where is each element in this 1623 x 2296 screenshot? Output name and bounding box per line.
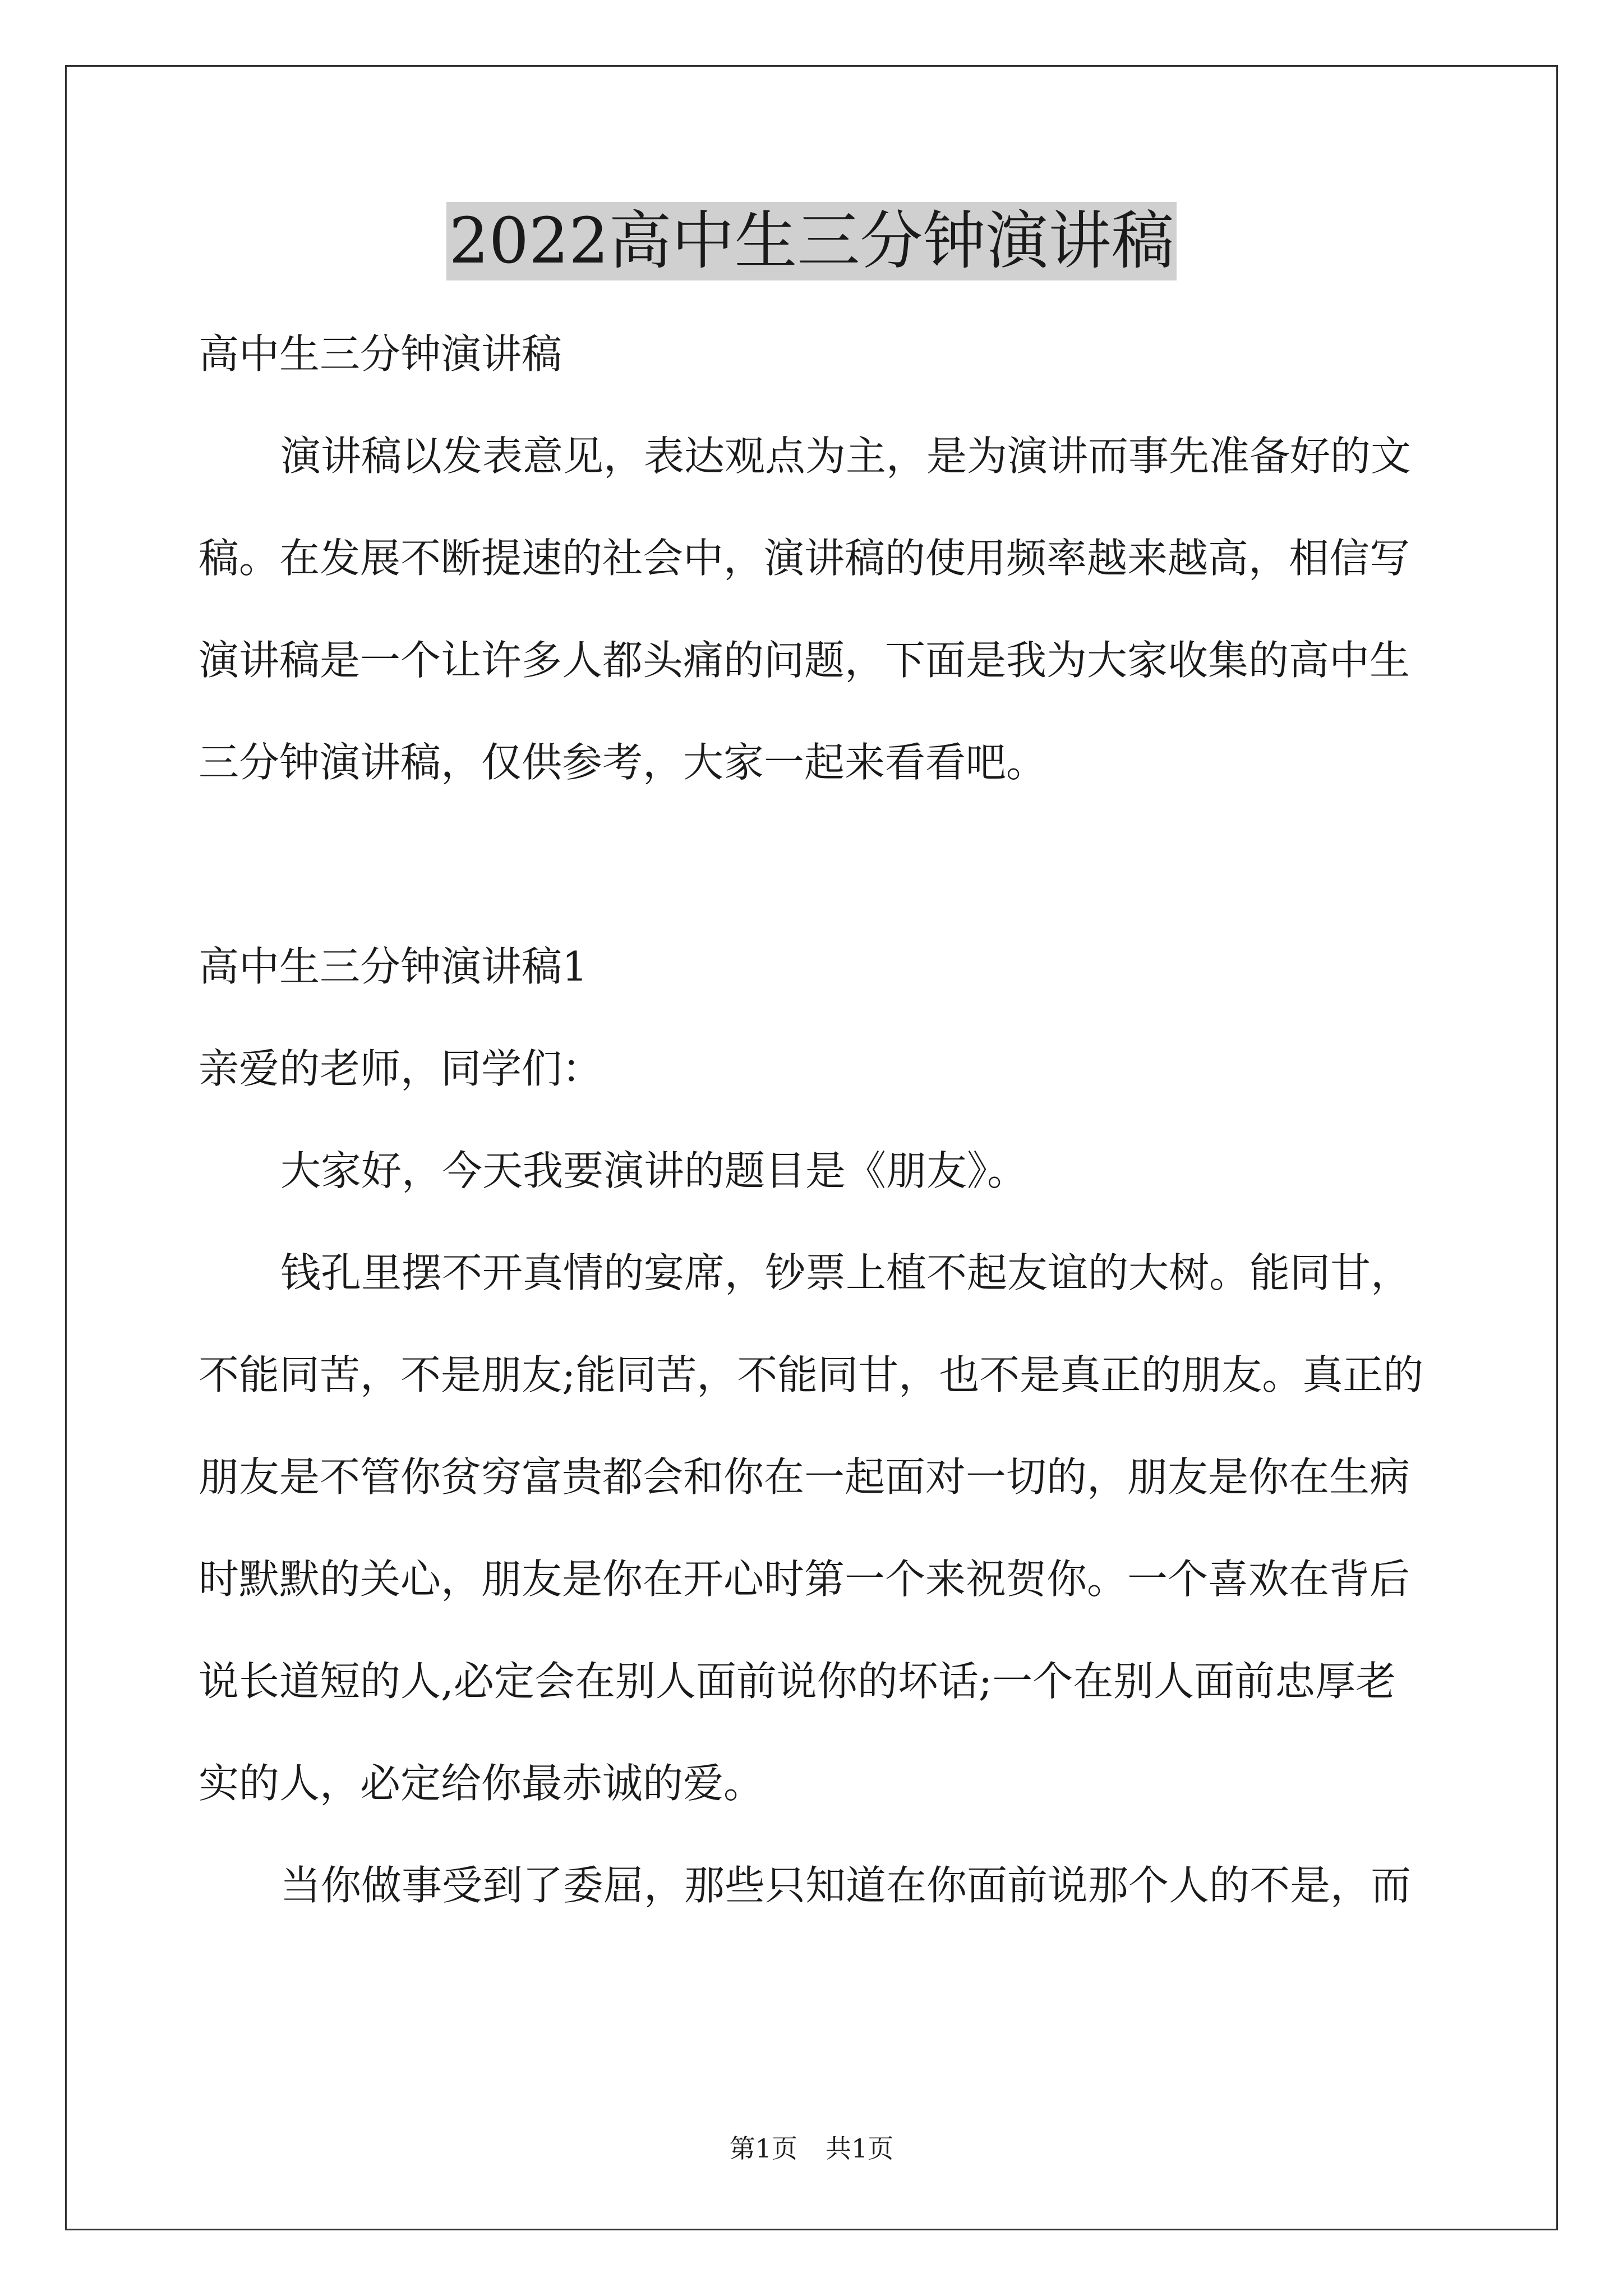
paragraph-line: 实的人，必定给你最赤诚的爱。 [199,1760,764,1807]
paragraph-line: 朋友是不管你贫穷富贵都会和你在一起面对一切的，朋友是你在生病 [199,1453,1410,1501]
page-number-current: 第1页 [729,2133,797,2164]
paragraph-line: 说长道短的人,必定会在别人面前说你的坏话;一个在别人面前忠厚老 [199,1658,1396,1705]
paragraph-line: 钱孔里摆不开真情的宴席，钞票上植不起友谊的大树。能同甘， [280,1249,1412,1296]
salutation: 亲爱的老师，同学们： [199,1045,603,1092]
title-container [0,202,1623,280]
paragraph-line: 大家好，今天我要演讲的题目是《朋友》。 [280,1147,1028,1194]
paragraph-line: 当你做事受到了委屈，那些只知道在你面前说那个人的不是，而 [280,1862,1412,1909]
paragraph-line: 演讲稿以发表意见，表达观点为主，是为演讲而事先准备好的文 [280,432,1412,480]
page-footer [0,2132,1623,2165]
paragraph-line: 稿。在发展不断提速的社会中，演讲稿的使用频率越来越高，相信写 [199,535,1410,582]
document-title: 2022高中生三分钟演讲稿 [446,202,1176,280]
paragraph-line: 演讲稿是一个让许多人都头痛的问题，下面是我为大家收集的高中生 [199,637,1410,684]
section-heading: 高中生三分钟演讲稿 [199,330,562,378]
paragraph-line: 不能同苦，不是朋友;能同苦，不能同甘，也不是真正的朋友。真正的 [199,1351,1424,1398]
page-number-total: 共1页 [826,2133,894,2164]
paragraph-line: 三分钟演讲稿，仅供参考，大家一起来看看吧。 [199,739,1047,786]
paragraph-line: 时默默的关心，朋友是你在开心时第一个来祝贺你。一个喜欢在背后 [199,1556,1410,1603]
document-body [199,303,1430,1936]
section-heading: 高中生三分钟演讲稿1 [199,943,588,990]
paragraph-gap [199,813,1430,915]
